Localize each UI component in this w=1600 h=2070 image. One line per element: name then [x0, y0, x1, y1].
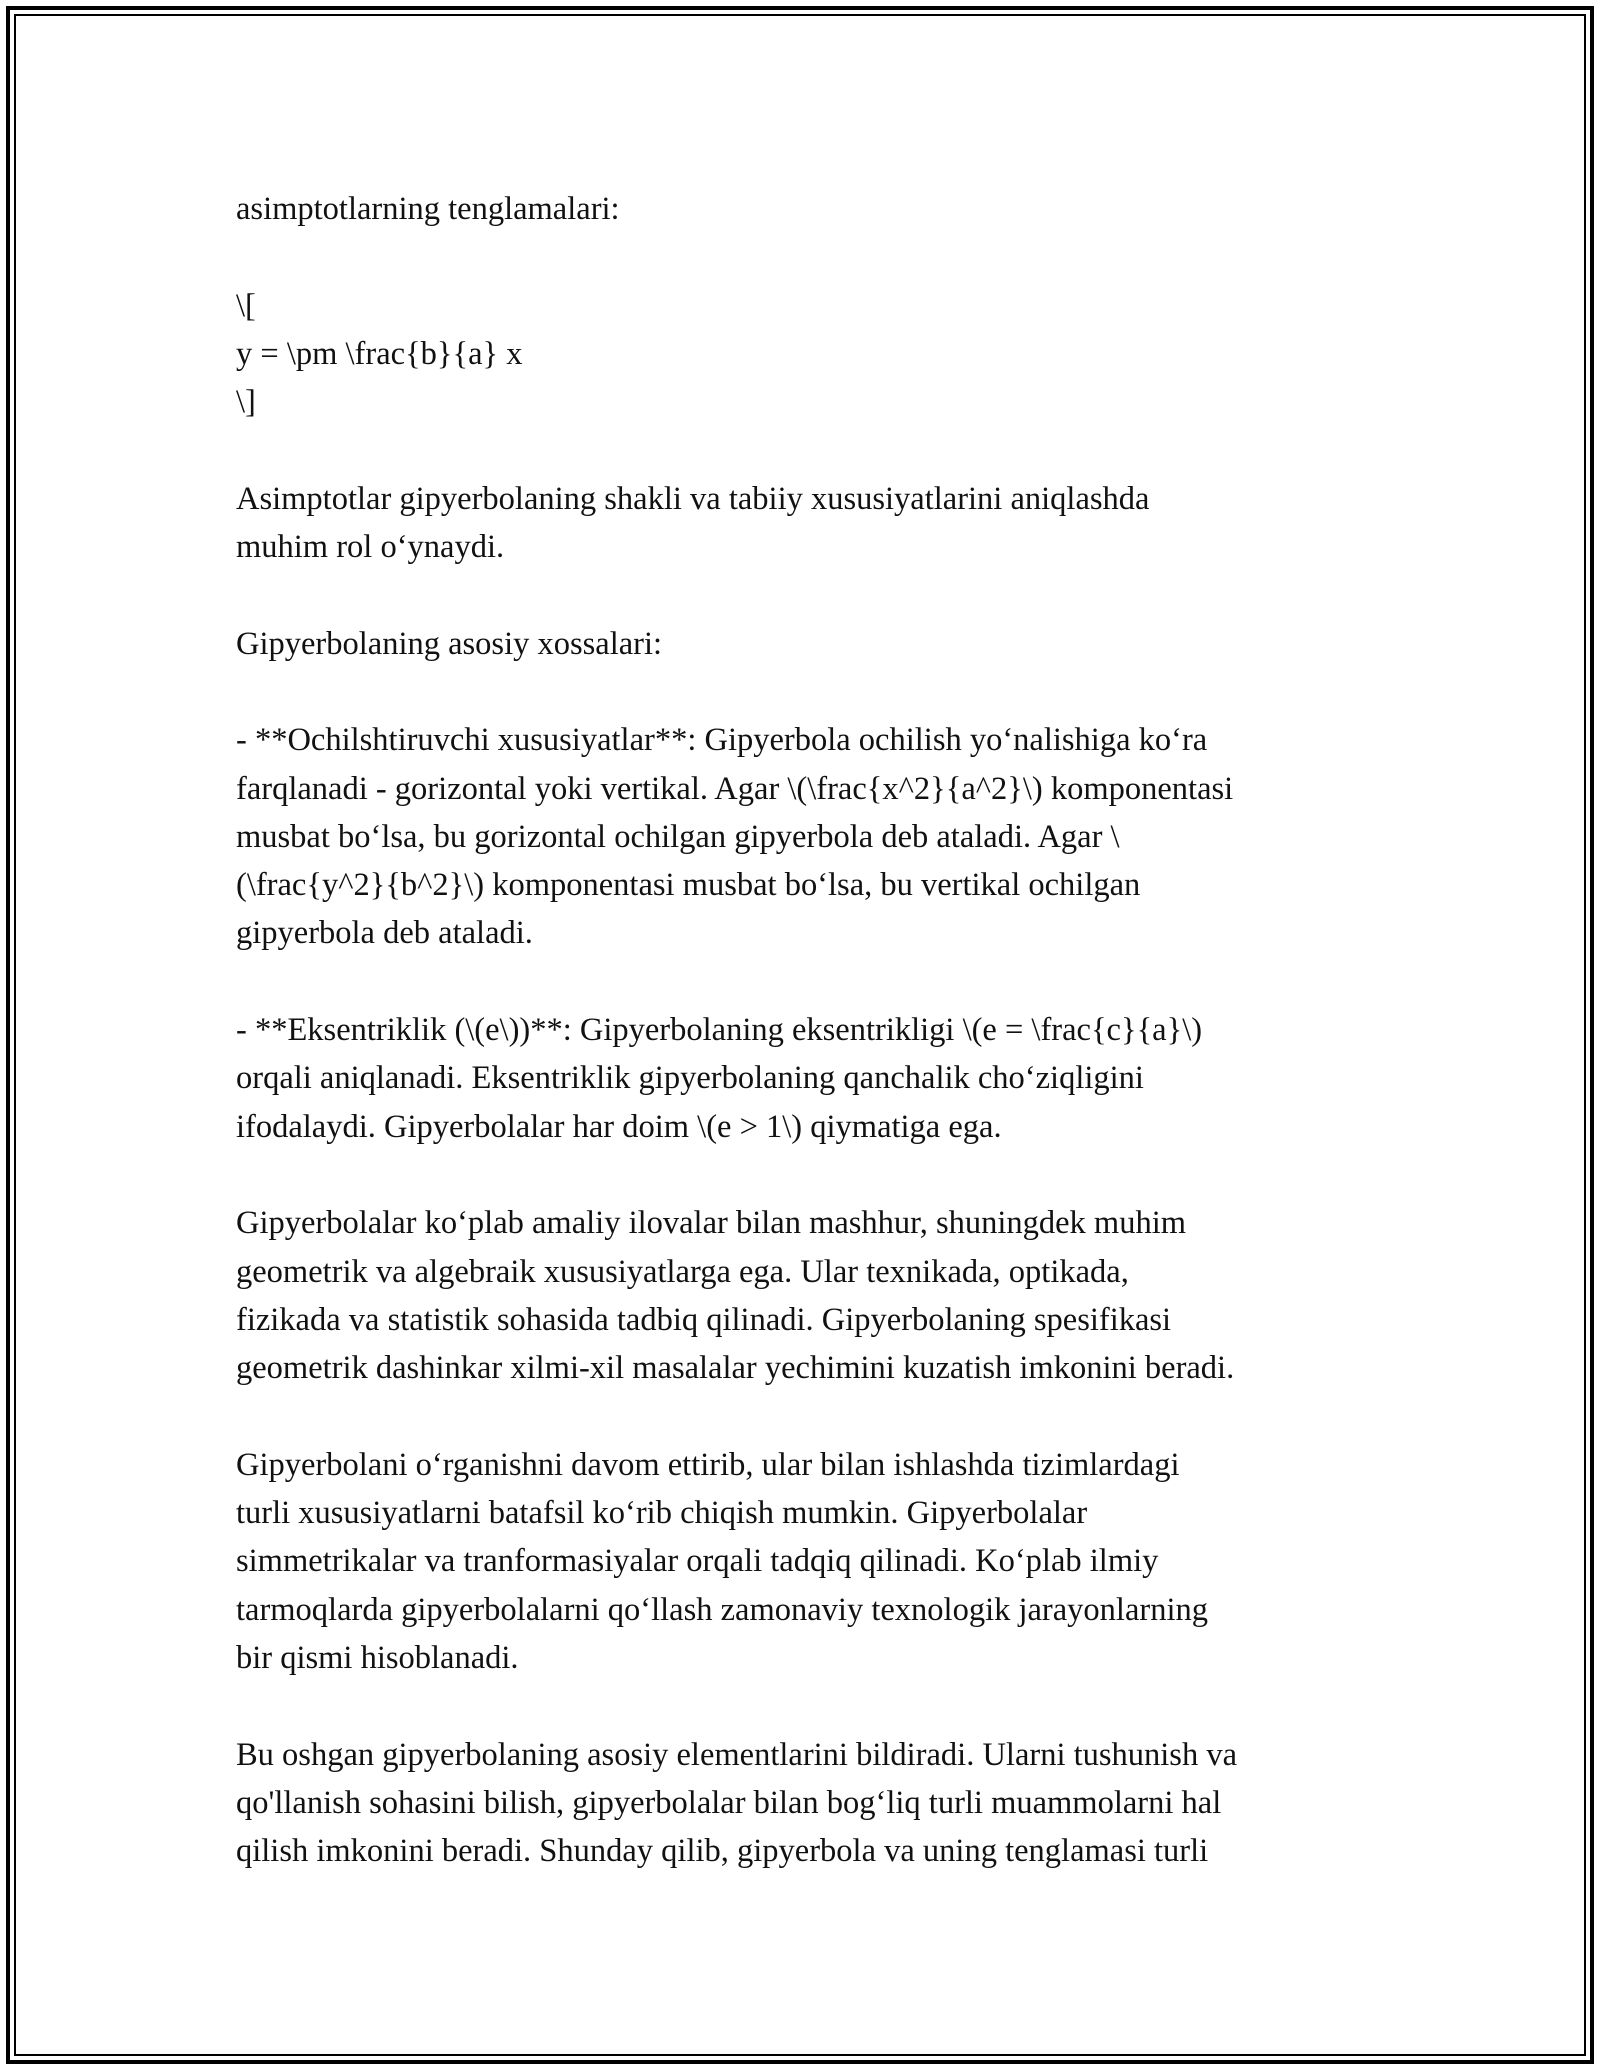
text-line: \[ [236, 287, 256, 324]
paragraph-asymptote-role [236, 475, 1366, 572]
text-line: - **Ochilshtiruvchi xususiyatlar**: Gipyerbola ochilish yo‘nalishiga ko‘ra [236, 722, 1208, 759]
paragraph-asymptote-equation [236, 282, 1366, 427]
text-line: qo'llanish sohasini bilish, gipyerbolalar bilan bog‘liq turli muammolarni hal [236, 1784, 1222, 1821]
text-line: simmetrikalar va tranformasiyalar orqali tadqiq qilinadi. Ko‘plab ilmiy [236, 1543, 1159, 1580]
text-line: Bu oshgan gipyerbolaning asosiy elementlarini bildiradi. Ularni tushunish va [236, 1736, 1238, 1773]
text-line: Gipyerbolalar ko‘plab amaliy ilovalar bilan mashhur, shuningdek muhim [236, 1205, 1187, 1242]
text-line: fizikada va statistik sohasida tadbiq qilinadi. Gipyerbolaning spesifikasi [236, 1301, 1172, 1338]
text-line: (\frac{y^2}{b^2}\) komponentasi musbat bo‘lsa, bu vertikal ochilgan [236, 867, 1141, 904]
text-line: orqali aniqlanadi. Eksentriklik gipyerbolaning qanchalik cho‘ziqligini [236, 1060, 1144, 1097]
text-line: farqlanadi - gorizontal yoki vertikal. Agar \(\frac{x^2}{a^2}\) komponentasi [236, 770, 1234, 807]
text-line: muhim rol o‘ynaydi. [236, 529, 505, 566]
text-line: - **Eksentriklik (\(e\))**: Gipyerbolaning eksentrikligi \(e = \frac{c}{a}\) [236, 1012, 1203, 1049]
text-line: y = \pm \frac{b}{a} x [236, 335, 523, 372]
text-line: musbat bo‘lsa, bu gorizontal ochilgan gipyerbola deb ataladi. Agar \ [236, 818, 1120, 855]
document-body [236, 185, 1366, 1924]
paragraph-eccentricity-property [236, 1006, 1366, 1151]
paragraph-asymptote-intro [236, 185, 1366, 233]
text-line: bir qismi hisoblanadi. [236, 1639, 519, 1676]
text-line: Asimptotlar gipyerbolaning shakli va tabiiy xususiyatlarini aniqlashda [236, 480, 1150, 517]
text-line: geometrik dashinkar xilmi-xil masalalar yechimini kuzatish imkonini beradi. [236, 1350, 1235, 1387]
paragraph-conclusion [236, 1731, 1366, 1876]
text-line: Gipyerbolani o‘rganishni davom ettirib, ular bilan ishlashda tizimlardagi [236, 1446, 1180, 1483]
text-line: geometrik va algebraik xususiyatlarga ega. Ular texnikada, optikada, [236, 1253, 1129, 1290]
paragraph-applications [236, 1199, 1366, 1392]
text-line: tarmoqlarda gipyerbolalarni qo‘llash zamonaviy texnologik jarayonlarning [236, 1591, 1208, 1628]
text-line: \] [236, 384, 256, 421]
text-line: asimptotlarning tenglamalari: [236, 191, 620, 227]
text-line: turli xususiyatlarni batafsil ko‘rib chiqish mumkin. Gipyerbolalar [236, 1495, 1088, 1532]
paragraph-properties-heading [236, 620, 1366, 668]
paragraph-further-study [236, 1441, 1366, 1682]
text-line: gipyerbola deb ataladi. [236, 915, 533, 952]
text-line: qilish imkonini beradi. Shunday qilib, gipyerbola va uning tenglamasi turli [236, 1833, 1209, 1870]
paragraph-opening-property [236, 716, 1366, 957]
text-line: ifodalaydi. Gipyerbolalar har doim \(e > 1\) qiymatiga ega. [236, 1108, 1002, 1145]
text-line: Gipyerbolaning asosiy xossalari: [236, 625, 663, 662]
